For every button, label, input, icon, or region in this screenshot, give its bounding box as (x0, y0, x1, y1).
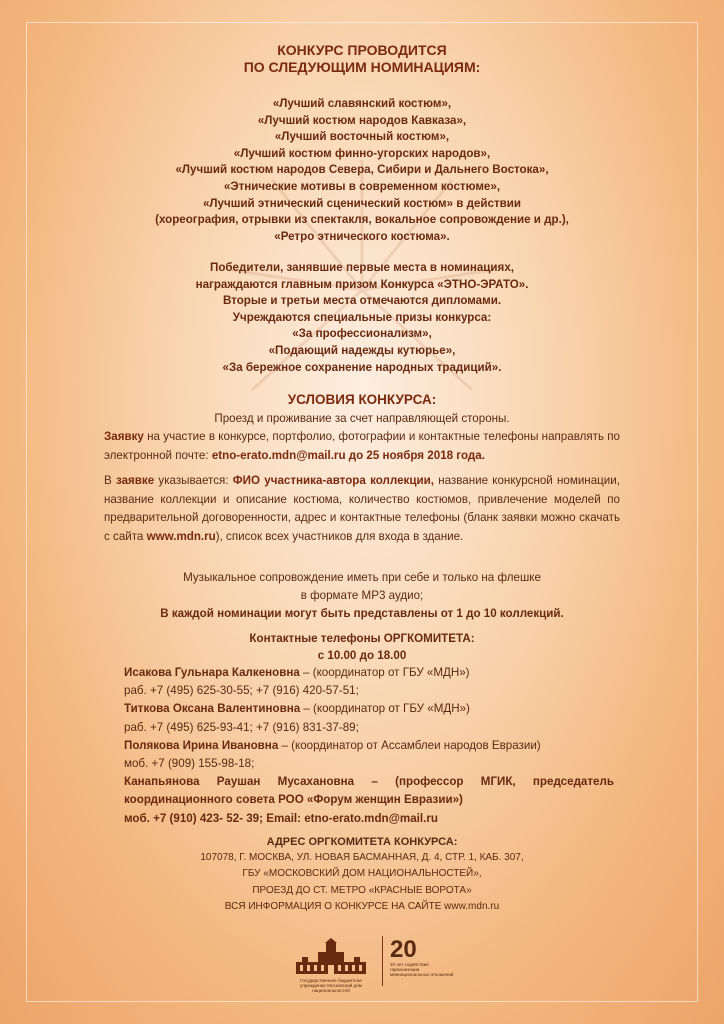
prize-line: Вторые и третьи места отмечаются дипломами. (222, 294, 502, 308)
prize-line: «Подающий надежды кутюрье», (268, 343, 456, 357)
contact-phone: раб. +7 (495) 625-93-41; +7 (916) 831-37-89; (124, 720, 359, 734)
nomination-item: «Лучший славянский костюм», (272, 97, 452, 110)
contact-phone: моб. +7 (910) 423- 52- 39; Email: etno-erato.mdn@mail.ru (124, 811, 438, 825)
requirements-paragraph: В заявке указывается: ФИО участника-автора коллекции, название конкурсной номинации, название коллекции и описание костюма, количество костюмов, привлечение моделей по предварительной договоренности, адрес и контактные телефоны (бланк заявки можно скачать с сайта www.mdn.ru), список всех участников для входа в здание. (104, 474, 620, 543)
footer-divider (382, 936, 383, 986)
anniversary-logo (390, 936, 460, 988)
site-link[interactable]: www.mdn.ru (146, 529, 216, 543)
prizes-section (0, 260, 724, 376)
nomination-item: «Лучший восточный костюм», (274, 130, 450, 144)
prize-line: «За бережное сохранение народных традиций». (222, 360, 502, 374)
prize-line: награждаются главным призом Конкурса «ЭТНО-ЭРАТО». (195, 277, 529, 291)
nomination-item: «Лучший костюм народов Кавказа», (257, 113, 467, 127)
contact-phone: моб. +7 (909) 155-98-18; (124, 757, 255, 771)
contacts-hours: с 10.00 до 18.00 (317, 649, 407, 662)
nomination-item: «Ретро этнического костюма». (274, 229, 450, 243)
prize-line: Учреждаются специальные призы конкурса: (232, 310, 492, 324)
music-line-2: в формате MP3 аудио; (300, 589, 424, 602)
prize-line: «За профессионализм», (292, 327, 432, 341)
nominations-list (0, 96, 724, 245)
contacts-list (124, 664, 614, 828)
prize-line: Победители, занявшие первые места в номинациях, (209, 261, 514, 274)
mdn-logo-text: Государственное бюджетное учреждение Московский дом национальностей (300, 978, 362, 993)
music-line-1: Музыкальное сопровождение иметь при себе и только на флешке (183, 571, 541, 584)
address-line: ВСЯ ИНФОРМАЦИЯ О КОНКУРСЕ НА САЙТЕ www.mdn.ru (224, 900, 500, 912)
address-line: ПРОЕЗД ДО СТ. МЕТРО «КРАСНЫЕ ВОРОТА» (252, 884, 472, 896)
mdn-logo (288, 938, 374, 993)
footer (0, 930, 724, 993)
contact-name: Канапьянова Раушан Мусахановна – (профессор МГИК, председатель координационного совета РОО «Форум женщин Евразии») (124, 775, 614, 807)
anniversary-number: 20 (390, 936, 417, 963)
contact-phone: раб. +7 (495) 625-30-55; +7 (916) 420-57-51; (124, 684, 359, 698)
nomination-item: «Лучший этнический сценический костюм» в действии (202, 196, 522, 210)
address-line: 107078, Г. МОСКВА, УЛ. НОВАЯ БАСМАННАЯ, Д. 4, СТР. 1, КАБ. 307, (200, 852, 524, 864)
nomination-item: «Этнические мотивы в современном костюме», (223, 179, 501, 193)
address-line: ГБУ «МОСКОВСКИЙ ДОМ НАЦИОНАЛЬНОСТЕЙ», (242, 868, 482, 880)
application-email: etno-erato.mdn@mail.ru до 25 ноября 2018 года. (211, 448, 485, 462)
contact-name: Титкова Оксана Валентиновна – (координатор от ГБУ «МДН») (124, 702, 470, 716)
building-icon (288, 938, 374, 978)
page-title: КОНКУРС ПРОВОДИТСЯ ПО СЛЕДУЮЩИМ НОМИНАЦИЯМ: (243, 42, 481, 75)
application-keyword: Заявку (104, 430, 144, 443)
contact-name: Полякова Ирина Ивановна – (координатор от Ассамблеи народов Евразии) (124, 738, 541, 752)
nomination-item: (хореография, отрывки из спектакля, вокальное сопровождение и др.), (155, 213, 569, 227)
anniversary-text: 20 лет содействия гармонизации межнациональных отношений (390, 962, 454, 977)
nomination-item: «Лучший костюм народов Севера, Сибири и Дальнего Востока», (175, 163, 549, 177)
address-block (0, 834, 724, 915)
travel-line: Проезд и проживание за счет направляющей стороны. (214, 412, 510, 425)
nomination-item: «Лучший костюм финно-угорских народов», (233, 146, 491, 160)
contact-name: Исакова Гульнара Калкеновна – (координатор от ГБУ «МДН») (124, 666, 470, 679)
collections-line: В каждой номинации могут быть представлены от 1 до 10 коллекций. (160, 607, 564, 620)
conditions-heading: УСЛОВИЯ КОНКУРСА: (287, 392, 437, 407)
contacts-heading: Контактные телефоны ОРГКОМИТЕТА: (249, 632, 475, 645)
address-heading: АДРЕС ОРГКОМИТЕТА КОНКУРСА: (266, 836, 458, 848)
application-paragraph: Заявку на участие в конкурсе, портфолио, фотографии и контактные телефоны направлять по электронной почте: etno-erato.mdn@mail.ru до 25 ноября 2018 года. (104, 430, 620, 462)
